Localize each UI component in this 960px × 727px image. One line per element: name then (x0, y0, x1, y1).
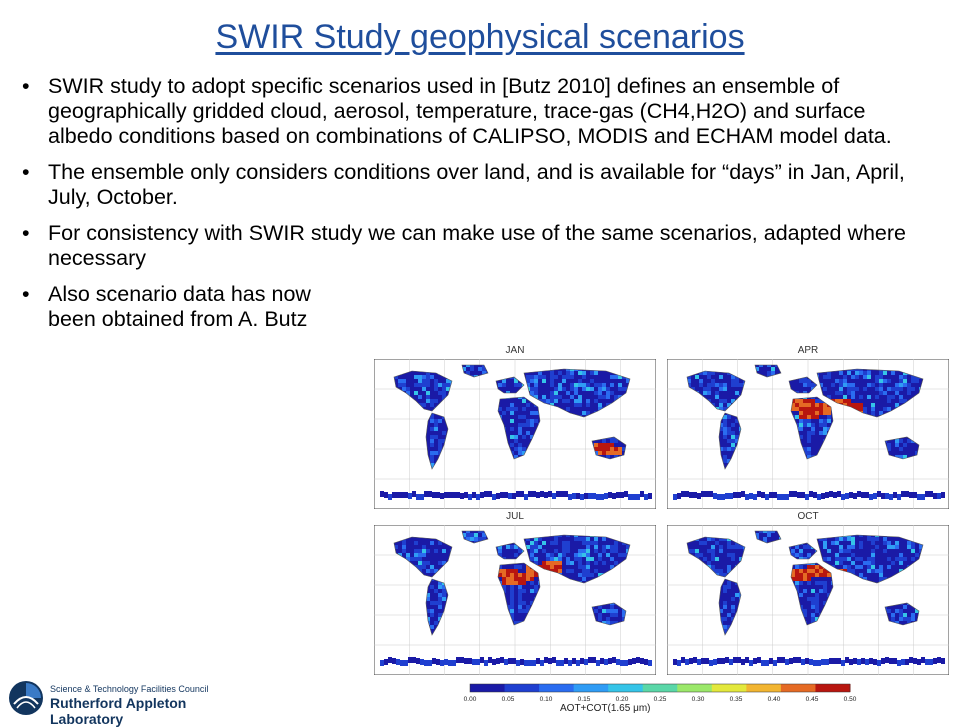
colorbar-segment (643, 684, 678, 692)
colorbar-segment (608, 684, 643, 692)
colorbar-tick-label: 0.25 (654, 696, 667, 703)
colorbar-tick-label: 0.45 (806, 696, 819, 703)
colorbar-segment (677, 684, 712, 692)
colorbar-segment (574, 684, 609, 692)
world-map-image (374, 525, 656, 675)
colorbar-tick-label: 0.50 (844, 696, 857, 703)
logo-lab-text: Rutherford Appleton Laboratory (50, 695, 238, 727)
colorbar-tick-label: 0.40 (768, 696, 781, 703)
colorbar-segment (470, 684, 505, 692)
colorbar-segment (712, 684, 747, 692)
stfc-logo (8, 678, 238, 718)
map-panel-oct (663, 511, 953, 676)
map-panel-apr (663, 345, 953, 510)
slide-title: SWIR Study geophysical scenarios (0, 18, 960, 57)
colorbar (460, 683, 860, 703)
world-map-image (374, 359, 656, 509)
colorbar-segment (746, 684, 781, 692)
map-figure (370, 345, 960, 685)
bullet-item: • Also scenario data has now been obtained from A. Butz (22, 282, 358, 332)
colorbar-label: AOT+COT(1.65 μm) (560, 703, 651, 714)
colorbar-segment (781, 684, 816, 692)
bullet-list (22, 74, 927, 343)
colorbar-tick-label: 0.00 (464, 696, 477, 703)
map-panel-jul (370, 511, 660, 676)
colorbar-tick-label: 0.35 (730, 696, 743, 703)
stfc-emblem-icon (8, 680, 44, 716)
logo-council-text: Science & Technology Facilities Council (50, 684, 208, 694)
colorbar-tick-label: 0.15 (578, 696, 591, 703)
colorbar-tick-label: 0.10 (540, 696, 553, 703)
colorbar-segment (539, 684, 574, 692)
panel-label: JAN (370, 345, 660, 356)
colorbar-tick-label: 0.30 (692, 696, 705, 703)
colorbar-tick-label: 0.20 (616, 696, 629, 703)
world-map-image (667, 525, 949, 675)
colorbar-segment (505, 684, 540, 692)
panel-label: OCT (663, 511, 953, 522)
map-panel-jan (370, 345, 660, 510)
colorbar-tick-label: 0.05 (502, 696, 515, 703)
world-map-image (667, 359, 949, 509)
bullet-item: • The ensemble only considers conditions over land, and is available for “days” in Jan, April, July, October. (22, 160, 927, 210)
panel-label: APR (663, 345, 953, 356)
bullet-item: • For consistency with SWIR study we can make use of the same scenarios, adapted where necessary (22, 221, 927, 271)
bullet-item: • SWIR study to adopt specific scenarios used in [Butz 2010] defines an ensemble of geographically gridded cloud, aerosol, temperature, trace-gas (CH4,H2O) and surface albedo conditions based on combinations of CALIPSO, MODIS and ECHAM model data. (22, 74, 927, 149)
panel-label: JUL (370, 511, 660, 522)
colorbar-segment (815, 684, 850, 692)
